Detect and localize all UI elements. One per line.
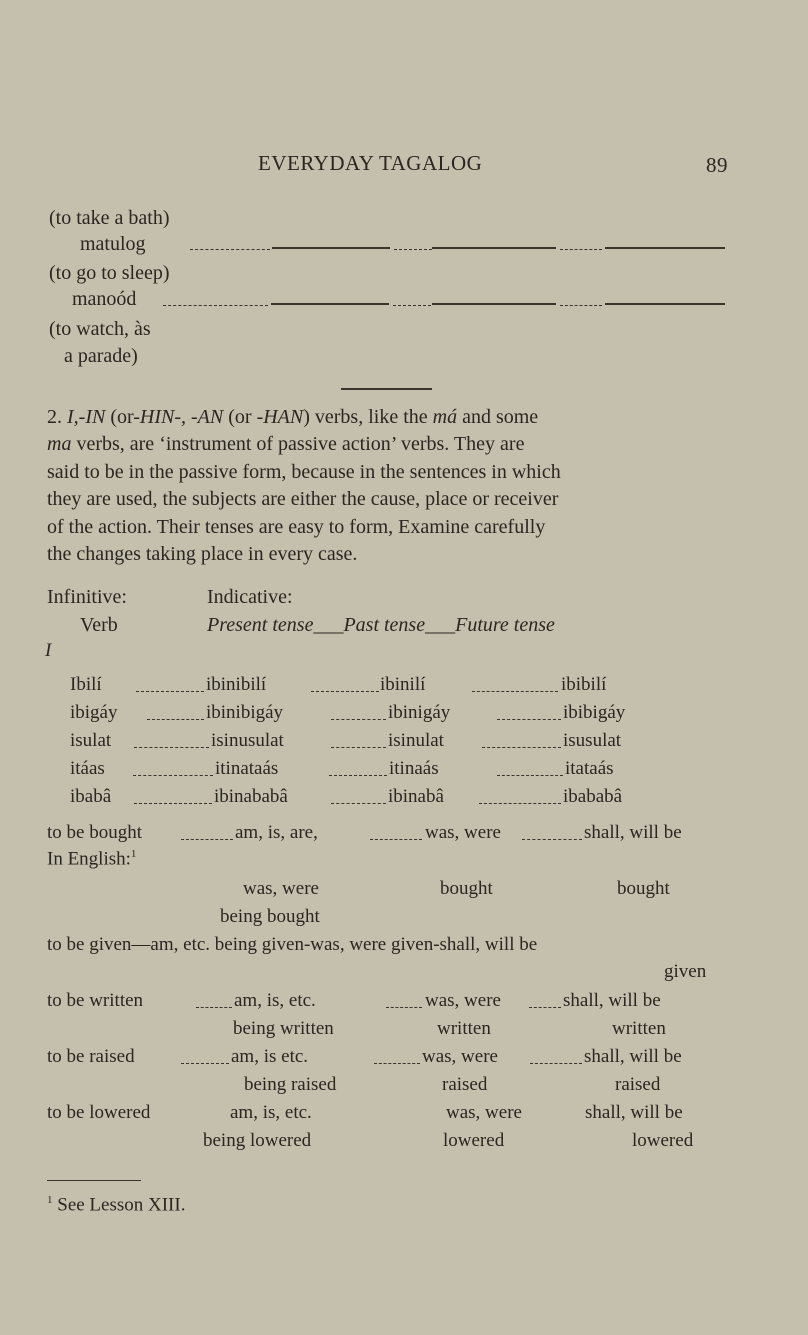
leader-dash [374, 1063, 420, 1064]
leader-dash [479, 803, 561, 804]
word-manood: manoód [72, 288, 137, 310]
lowered-future: shall, will be [585, 1102, 683, 1123]
paragraph-line: they are used, the subjects are either the cause, place or receiver [47, 488, 559, 510]
blank-rule [271, 303, 389, 305]
present-cell: ibinibilí [206, 674, 267, 695]
blank-rule [605, 247, 725, 249]
paragraph-line: 2. I,-IN (or-HIN-, -AN (or -HAN) verbs, like the má and some [47, 406, 539, 428]
written-infinitive: to be written [47, 990, 144, 1011]
gloss-watch-line2: a parade) [64, 345, 138, 367]
leader-dash [133, 775, 213, 776]
written-present: am, is, etc. [234, 990, 316, 1011]
leader-dash [181, 839, 233, 840]
present-cell: ibinibigáy [206, 702, 284, 723]
paragraph-line: of the action. Their tenses are easy to form, Examine carefully [47, 516, 546, 538]
infinitive-cell: itáas [70, 758, 105, 779]
past-cell: ibinigáy [388, 702, 451, 723]
blank-dash [394, 249, 432, 250]
leader-dash [181, 1063, 229, 1064]
bought-present-sub2: being bought [220, 906, 320, 927]
bought-future: shall, will be [584, 822, 682, 843]
past-cell: ibinilí [380, 674, 426, 695]
leader-dash [530, 1063, 582, 1064]
blank-rule [432, 303, 556, 305]
past-cell: itinaás [389, 758, 439, 779]
gloss-watch-line1: (to watch, às [49, 318, 151, 340]
footnote: $^1$ See Lesson XIII. [47, 1194, 186, 1216]
leader-dash [497, 775, 563, 776]
raised-present-sub: being raised [244, 1074, 337, 1095]
lowered-present: am, is, etc. [230, 1102, 312, 1123]
infinitive-cell: ibabâ [70, 786, 112, 807]
leader-dash [529, 1007, 561, 1008]
lowered-present-sub: being lowered [203, 1130, 312, 1151]
bought-present: am, is, are, [235, 822, 318, 843]
leader-dash [134, 803, 212, 804]
lowered-past-sub: lowered [443, 1130, 505, 1151]
written-future: shall, will be [563, 990, 661, 1011]
given-line: to be given—am, etc. being given-was, were given-shall, will be [47, 934, 538, 955]
leader-dash [329, 775, 387, 776]
leader-dash [331, 803, 386, 804]
blank-dash [560, 249, 602, 250]
leader-dash [522, 839, 582, 840]
infinitive-cell: ibigáy [70, 702, 118, 723]
bought-past: was, were [425, 822, 501, 843]
blank-dash [163, 305, 268, 306]
infinitive-cell: Ibilí [70, 674, 102, 695]
word-matulog: matulog [80, 233, 146, 255]
bought-past-sub: bought [440, 878, 493, 899]
col-indicative: Indicative: [207, 586, 293, 608]
infinitive-cell: isulat [70, 730, 112, 751]
leader-dash [482, 747, 561, 748]
paragraph-line: the changes taking place in every case. [47, 543, 358, 565]
given-continuation: given [664, 961, 707, 982]
leader-dash [370, 839, 422, 840]
raised-future: shall, will be [584, 1046, 682, 1067]
future-cell: itataás [565, 758, 614, 779]
leader-dash [331, 719, 386, 720]
blank-rule [432, 247, 556, 249]
past-cell: isinulat [388, 730, 444, 751]
col-infinitive: Infinitive: [47, 586, 127, 608]
page-number: 89 [706, 153, 728, 177]
present-cell: ibinababâ [214, 786, 288, 807]
raised-past: was, were [422, 1046, 498, 1067]
gloss-go-to-sleep: (to go to sleep) [49, 262, 170, 284]
tense-headings: Present tense___Past tense___Future tense [207, 614, 555, 636]
present-cell: isinusulat [211, 730, 284, 751]
leader-dash [472, 691, 558, 692]
bought-future-sub: bought [617, 878, 670, 899]
future-cell: ibibigáy [563, 702, 626, 723]
in-english-label: In English:$^1$ [47, 848, 137, 870]
leader-dash [386, 1007, 422, 1008]
leader-dash [497, 719, 561, 720]
running-header: EVERYDAY TAGALOG [258, 151, 483, 175]
section-divider [341, 388, 432, 390]
leader-dash [311, 691, 379, 692]
leader-dash [147, 719, 204, 720]
leader-dash [196, 1007, 232, 1008]
verb-label: Verb [80, 614, 118, 636]
future-cell: ibibilí [561, 674, 607, 695]
lowered-past: was, were [446, 1102, 522, 1123]
paragraph-line: ma verbs, are ‘instrument of passive action’ verbs. They are [47, 433, 525, 455]
leader-dash [134, 747, 209, 748]
bought-infinitive: to be bought [47, 822, 142, 843]
written-present-sub: being written [233, 1018, 334, 1039]
lowered-infinitive: to be lowered [47, 1102, 151, 1123]
blank-rule [605, 303, 725, 305]
future-cell: ibababâ [563, 786, 623, 807]
blank-rule [272, 247, 390, 249]
leader-dash [331, 747, 386, 748]
future-cell: isusulat [563, 730, 622, 751]
written-past-sub: written [437, 1018, 491, 1039]
written-past: was, were [425, 990, 501, 1011]
paragraph-line: said to be in the passive form, because in the sentences in which [47, 461, 561, 483]
raised-past-sub: raised [442, 1074, 488, 1095]
raised-present: am, is etc. [231, 1046, 309, 1067]
written-future-sub: written [612, 1018, 666, 1039]
bought-present-sub: was, were [243, 878, 319, 899]
footnote-rule [47, 1180, 141, 1181]
blank-dash [190, 249, 270, 250]
present-cell: itinataás [215, 758, 279, 779]
raised-infinitive: to be raised [47, 1046, 135, 1067]
raised-future-sub: raised [615, 1074, 661, 1095]
leader-dash [136, 691, 204, 692]
past-cell: ibinabâ [388, 786, 444, 807]
group-label: I [45, 640, 52, 661]
lowered-future-sub: lowered [632, 1130, 694, 1151]
blank-dash [393, 305, 431, 306]
gloss-take-bath: (to take a bath) [49, 207, 170, 229]
blank-dash [560, 305, 602, 306]
